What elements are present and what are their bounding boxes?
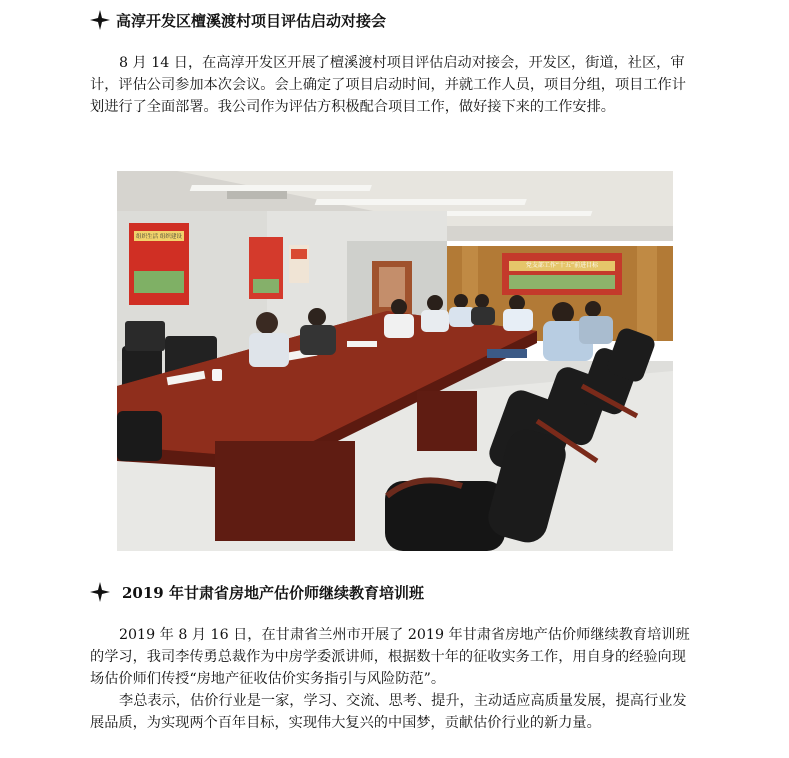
section-2-heading [90, 580, 424, 604]
section-2-title: 2019 年甘肃省房地产估价师继续教育培训班 [122, 583, 424, 602]
four-point-star-icon [90, 10, 110, 30]
banner-right-text: 党支部工作“十五”前进目标 [525, 262, 599, 269]
section-1-paragraph: 8 月 14 日，在高淳开发区开展了檀溪渡村项目评估启动对接会，开发区，街道，社区，审计，评估公司参加本次会议。会上确定了项目启动时间，并就工作人员，项目分组，项目工作计划进行了全面部署。我公司作为评估方积极配合项目工作，做好接下来的工作安排。 [90, 55, 686, 115]
section-2-paragraph-1: 2019 年 8 月 16 日，在甘肃省兰州市开展了 2019 年甘肃省房地产估价师继续教育培训班的学习，我司李传勇总裁作为中房学委派讲师，根据数十年的征收实务工作，用自身的经验向现场估价师们传授“房地产征收估价实务指引与风险防范”。 [90, 627, 690, 687]
section-2-paragraph-2: 李总表示，估价行业是一家，学习、交流、思考、提升，主动适应高质量发展，提高行业发展品质，为实现两个百年目标，实现伟大复兴的中国梦，贡献估价行业的新力量。 [90, 693, 687, 731]
meeting-room-illustration [117, 171, 673, 551]
four-point-star-icon [90, 582, 110, 602]
meeting-photo [117, 171, 673, 551]
section-1-heading [90, 8, 386, 32]
poster-left-text: 组织生活 组织建设 [136, 234, 182, 240]
section-1-title: 高淳开发区檀溪渡村项目评估启动对接会 [116, 11, 387, 30]
